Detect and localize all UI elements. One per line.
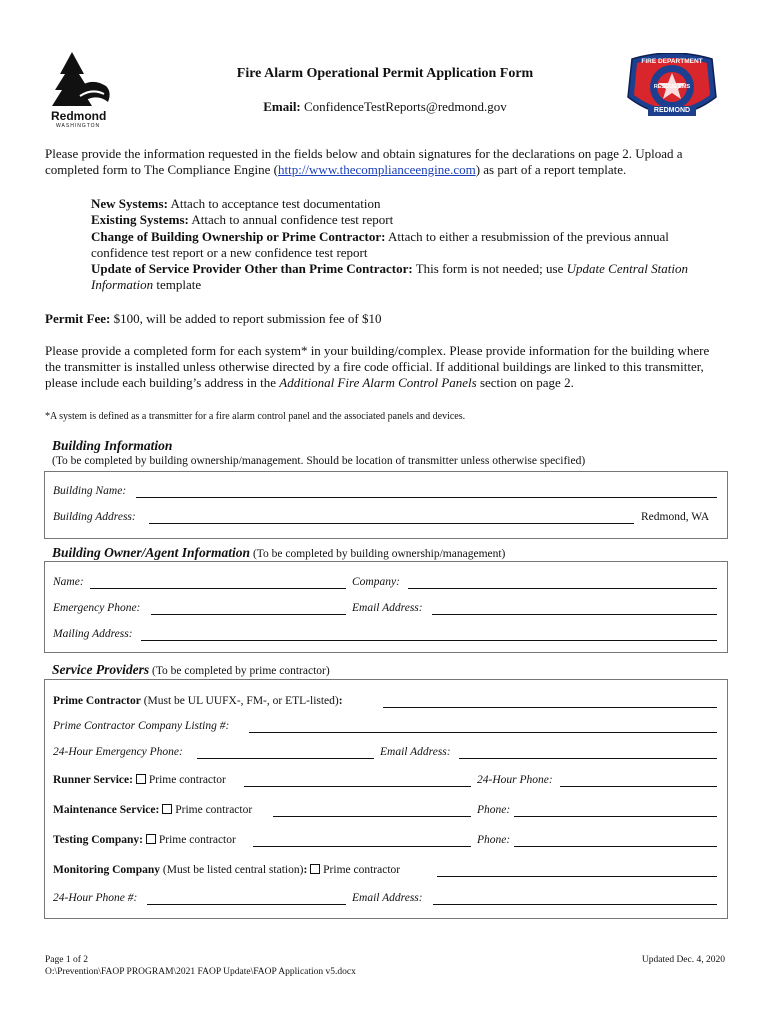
- building-city: Redmond, WA: [641, 511, 710, 523]
- owner-company-label: Company:: [352, 576, 400, 588]
- building-name-field[interactable]: [136, 497, 717, 498]
- building-info-title: Building Information: [52, 438, 173, 453]
- maintenance-phone-label: Phone:: [477, 804, 511, 816]
- form-title: Fire Alarm Operational Permit Application Form: [236, 66, 534, 81]
- redmond-logo: [46, 50, 116, 130]
- monitoring-company-row: Monitoring Company (Must be listed central station): Prime contractor: [53, 864, 401, 876]
- monitoring-prime-checkbox[interactable]: [310, 864, 320, 874]
- prime-email-label: Email Address:: [380, 746, 451, 758]
- runner-phone-label: 24-Hour Phone:: [477, 774, 553, 786]
- badge-arc-text: FIRE DEPARTMENT: [641, 58, 703, 65]
- runner-service-field[interactable]: [244, 786, 471, 787]
- system-footnote: *A system is defined as a transmitter for a fire alarm control panel and the associated panels and devices.: [45, 411, 466, 422]
- monitoring-email-label: Email Address:: [352, 892, 423, 904]
- file-path: O:\Prevention\FAOP PROGRAM\2021 FAOP Update\FAOP Application v5.docx: [45, 967, 356, 977]
- owner-name-label: Name:: [53, 576, 84, 588]
- badge-scroll-text: RESCUE EMS: [653, 84, 691, 90]
- owner-mailing-field[interactable]: [141, 640, 717, 641]
- owner-email-label: Email Address:: [352, 602, 423, 614]
- logo-subtext: WASHINGTON: [56, 123, 101, 129]
- owner-mailing-label: Mailing Address:: [53, 628, 133, 640]
- updated-date: Updated Dec. 4, 2020: [641, 955, 725, 965]
- compliance-engine-link[interactable]: http://www.thecomplianceengine.com: [277, 162, 476, 177]
- monitoring-company-field[interactable]: [437, 876, 717, 877]
- testing-company-row: Testing Company: Prime contractor: [53, 834, 236, 846]
- emergency-phone-label: 24-Hour Emergency Phone:: [53, 746, 183, 758]
- instruction-change-ownership: Change of Building Ownership or Prime Contractor: Attach to either a resubmission of the previous annual confidence test report or a new confidence test report: [91, 228, 669, 260]
- owner-phone-field[interactable]: [151, 614, 346, 615]
- runner-prime-checkbox[interactable]: [136, 774, 146, 784]
- monitoring-email-field[interactable]: [433, 904, 717, 905]
- instruction-existing-systems: Existing Systems: Attach to annual confidence test report: [91, 212, 394, 228]
- providers-title: Service Providers (To be completed by prime contractor): [52, 662, 330, 677]
- building-address-field[interactable]: [149, 523, 634, 524]
- page-number: Page 1 of 2: [45, 955, 89, 965]
- prime-contractor-field[interactable]: [383, 707, 717, 708]
- building-address-label: Building Address:: [53, 511, 136, 523]
- prime-listing-field[interactable]: [249, 732, 717, 733]
- testing-prime-checkbox[interactable]: [146, 834, 156, 844]
- instruction-new-systems: New Systems: Attach to acceptance test documentation: [91, 196, 381, 211]
- owner-company-field[interactable]: [408, 588, 717, 589]
- monitoring-phone-field[interactable]: [147, 904, 346, 905]
- permit-fee: Permit Fee: $100, will be added to report submission fee of $10: [45, 311, 382, 326]
- maintenance-phone-field[interactable]: [514, 816, 717, 817]
- testing-phone-field[interactable]: [514, 846, 717, 847]
- monitoring-phone-label: 24-Hour Phone #:: [53, 892, 138, 904]
- prime-contractor-label: Prime Contractor (Must be UL UUFX-, FM-, or ETL-listed):: [53, 695, 343, 707]
- email-value[interactable]: ConfidenceTestReports@redmond.gov: [304, 99, 507, 114]
- maintenance-service-row: Maintenance Service: Prime contractor: [53, 804, 253, 816]
- building-info-box: [44, 471, 728, 539]
- intro-paragraph: Please provide the information requested in the fields below and obtain signatures for the declarations on page 2. Upload a completed form to The Compliance Engine (http://www.thecomplianceengine.com) as part of a report template.: [45, 146, 683, 177]
- prime-listing-label: Prime Contractor Company Listing #:: [53, 720, 230, 732]
- owner-email-field[interactable]: [432, 614, 717, 615]
- maintenance-prime-checkbox[interactable]: [162, 804, 172, 814]
- building-name-label: Building Name:: [53, 485, 127, 497]
- logo-text: Redmond: [51, 109, 107, 123]
- fire-department-badge: [624, 53, 720, 125]
- testing-phone-label: Phone:: [477, 834, 511, 846]
- owner-phone-label: Emergency Phone:: [53, 602, 141, 614]
- maintenance-service-field[interactable]: [273, 816, 471, 817]
- instructions-list: [91, 196, 721, 294]
- owner-info-title: Building Owner/Agent Information (To be completed by building ownership/management): [52, 545, 506, 560]
- instruction-update-provider: Update of Service Provider Other than Prime Contractor: This form is not needed; use Update Central Station Information template: [91, 261, 688, 293]
- owner-name-field[interactable]: [90, 588, 346, 589]
- multi-system-paragraph: Please provide a completed form for each system* in your building/complex. Please provide information for the building where the transmitter is installed unless otherwise directed by a fire code official. If additional buildings are linked to this transmitter, please include each building’s address in the Additional Fire Alarm Control Panels section on page 2.: [45, 343, 710, 390]
- prime-email-field[interactable]: [459, 758, 717, 759]
- testing-company-field[interactable]: [253, 846, 471, 847]
- providers-box: [44, 679, 728, 919]
- emergency-phone-field[interactable]: [197, 758, 374, 759]
- building-info-subtitle: (To be completed by building ownership/management. Should be location of transmitter unless otherwise specified): [52, 455, 586, 467]
- runner-service-row: Runner Service: Prime contractor: [53, 774, 226, 786]
- badge-banner-text: REDMOND: [653, 107, 691, 114]
- runner-phone-field[interactable]: [560, 786, 717, 787]
- email-label: Email:: [263, 99, 301, 114]
